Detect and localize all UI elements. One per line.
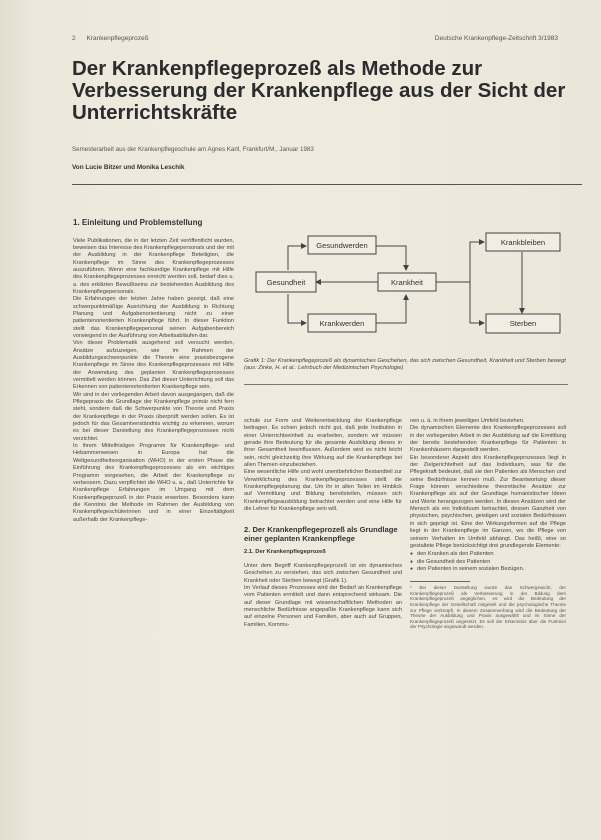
arrow-gesundheit-krankwerden xyxy=(288,294,306,323)
arrow-gesundheit-gesundwerden xyxy=(288,246,306,270)
footnote: * Bei dieser Darstellung wurde das Schwergewicht, der Krankenpflegeprozeß als Verbesserung in der Bildung dem Krankenpflegeprozeß angeglichen, es wird die Bedeutung der Krankenpflege der Gesellschaft mitgeteilt und die psychologische Theorie zur Pflege verknüpft. In diesem Zusammenhang wird die Bedeutung der Theorie der Ausbildung und Praxis ausgewählt und im Sinne der Krankenpflegeprozeß angesetzt. Es soll der Erkenntnis über die Funktion der Psychologie angewandt werden. xyxy=(410,585,566,630)
arrow-krankwerden-krankheit xyxy=(376,295,406,323)
section-2-1-heading: 2.1. Der Krankenpflegeprozeß xyxy=(244,549,326,556)
paragraph: In ihrem Mittelfristigen Programm für Krankenpflege- und Hebammenwesen in Europa hat die Weltgesundheitsorganisation (WHO) in der ersten Phase die Einführung des Krankenpflegeprozesses als ein wichtiges Programm vorgesehen, die Arbeit der Krankenpflege zu verbessern. Dazu verpflichtet die WHO u. a., daß Unterrichte für Krankenpflege Erfahrungen im Umgang mit dem Krankenpflegeprozeß in der Praxis erwerben. Besonders kann die Kenntnis der Methode im Rahmen der Ausbildung von Krankenpflegeschülerinnen und in einer Einzeltätigkeit außerhalb der Krankenpflege- xyxy=(73,443,234,523)
paragraph: Ein besonderer Aspekt des Krankenpflegeprozesses liegt in der Zielgerichtetheit auf das Individuum, was für die Pflegekraft bedeutet, daß sie den Patienten als Menschen und seine Bedürfnisse kennen muß. Zur Beantwortung dieser Frage können verschiedene theoretische Ansätze zur Krankenpflege als auf der Grundlage humanistischer Ideen und Werte herangezogen werden. In diesen Ansätzen wird der Mensch als ein Individuum betrachtet, dessen Ganzheit von physischen, psychischen, geistigen und sozialen Bedürfnissen in sich geprägt ist. Eine der Wirkungsformen auf die Pflege liegt in der Krankenpflege im Ganzen, wo die Pflege von seinem Verhalten im Umfeld abhängt. Das heißt, eine so gestaltete Pflege berücksichtigt drei grundlegende Elemente: xyxy=(410,454,566,549)
arrow-gesundwerden-krankheit xyxy=(376,246,406,270)
list-item: ● den Kranken als den Patienten xyxy=(410,551,566,558)
node-gesundwerden: Gesundwerden xyxy=(316,241,368,250)
running-header-topic: Krankenpflegeprozeß xyxy=(86,35,149,42)
node-krankbleiben: Krankbleiben xyxy=(500,238,546,247)
arrow-krankheit-sterben xyxy=(470,282,484,323)
paragraph: nen u. ä. in ihrem jeweiligen Umfeld beziehen. xyxy=(410,418,525,424)
node-krankwerden: Krankwerden xyxy=(319,319,365,328)
process-diagram xyxy=(240,222,570,357)
paragraph: Die dynamischen Elemente des Krankenpflegeprozesses soll in der vorliegenden Arbeit in der Ausbildung auf die Ermittlung der bereits bestehenden Krankenpflege für Patienten in Krankenhäusern dargestellt werden. xyxy=(410,425,566,454)
element-list xyxy=(410,551,566,573)
list-item: ● den Patienten in seinem sozialen Bezügen. xyxy=(410,566,566,573)
paragraph: Unter dem Begriff Krankenpflegeprozeß ist ein dynamisches Geschehen zu verstehen, das sich zwischen Gesundheit und Krankheit oder Sterben bewegt (Grafik 1). xyxy=(244,562,402,584)
paragraph: schule zur Form und Weiterentwicklung der Krankenpflege beitragen. Es schien jedoch nicht gut, daß jede Institution in einer Unterrichtseinheit zu erarbeiten, sondern wir müssen gerade ihre Bedeutung für die gesamte Ausbildung dieses in ihrer Gesamtheit beeinflussen. Außerdem wird es nicht leicht sein, nicht gleichzeitig ihre Wirkung auf die Krankenpflege bei allen Themen einzubeziehen. xyxy=(244,418,402,469)
paragraph: Eine wesentliche Hilfe und wohl unentbehrlicher Bestandteil zur Verwirklichung des Krankenpflegeprozesses stellt die Krankenpflegeplanung dar. Um ihr in allen Teilen im Hinblick auf Vermittlung und Bildung bereitstellen, müssen sich Krankenpflegeausbildung betrachtet werden und eine Hilfe für die Lehrer für Krankenpflege sein will. xyxy=(244,469,402,513)
paragraph: Viele Publikationen, die in der letzten Zeit veröffentlicht wurden, beweisen das Interesse des Krankenpflegepersonals und der mit der Ausbildung in der Krankenpflege Beteiligten, die Krankenpflege im Sinne des Krankenpflegeprozesses auszuführen. Wenn eine fachkundige Krankenpflege mit Hilfe des Krankenpflegeprozesses erreicht werden soll, bedarf dies u. a. des erklärten Bewußtseins zur bestehenden Ausbildung des Krankenpflegepersonals. xyxy=(73,237,234,295)
section-2-heading: 2. Der Krankenpflegeprozeß als Grundlage einer geplanten Krankenpflege xyxy=(244,525,398,544)
running-header-right: Deutsche Krankenpflege-Zeitschrift 3/1983 xyxy=(434,35,558,42)
paragraph: Im Verlauf dieses Prozesses wird der Bedarf an Krankenpflege vom Patienten ermittelt und dann entsprechend wirksam. Die auf dieser Grundlage mit wissenschaftlichen Methoden an menschliche Bedürfnisse angepaßte Krankenpflege kann sich auf einzelne Personen und Familien, aber auch auf Gruppen, Familien, Kommu- xyxy=(244,584,402,628)
page-number: 2 xyxy=(72,35,76,42)
running-header-left xyxy=(72,35,149,42)
caption-divider xyxy=(244,384,568,385)
paragraph: Wir sind in der vorliegenden Arbeit davon ausgegangen, daß die Pflegepraxis die Grundlage der Krankenpflege primär nicht fern steht, sondern daß die Schwerpunkte von Theorie und Praxis der Krankenpflege in der Praxis überprüft werden sollen. Es ist jedoch für das Gesamtverständnis wichtig zu erkennen, worum es bei dieser Darstellung des Krankenpflegeprozesses nicht verzichtet. xyxy=(73,391,234,442)
diagram-caption: Grafik 1: Der Krankenpflegeprozeß als dynamisches Geschehen, das sich zwischen Gesundheit, Krankheit und Sterben bewegt (aus: Zinke, H. et al.: Lehrbuch der Medizinischen Psychologie) xyxy=(244,358,566,372)
text-column-2 xyxy=(244,418,402,629)
footnote-divider xyxy=(410,581,470,582)
article-subtitle: Semesterarbeit aus der Krankenpflegeschule am Agnes Karll, Frankfurt/M., Januar 1983 xyxy=(72,146,314,153)
paragraph: Die Erfahrungen der letzten Jahre haben gezeigt, daß eine schwerpunktmäßige Ausrichtung der Ausbildung in Richtung Planung und Aufgabenorientierung nicht zu einer patientenorientierten Krankenpflege führt. In dieser Funktion stellt das Krankenpflegepersonal seinen Aufgabenbereich vorwiegend in der Ausführung von Arbeitsabläufen dar. xyxy=(73,296,234,339)
text-column-1 xyxy=(73,218,234,524)
section-1-heading: 1. Einleitung und Problemstellung xyxy=(73,218,203,227)
paragraph: Von dieser Problematik ausgehend soll versucht werden, Ansätze aufzuzeigen, wie im Rahmen der Ausbildungsschwerpunkte die Theorie eine praxisbezogene Krankenpflege im Sinne des Krankenpflegeprozesses mit Hilfe der Anwendung des geplanten Krankenpflegeprozesses vermittelt werden können. Das Ziel dieser Unterrichtung soll das Erkennen von patientenorientierten Krankenpflege sein. xyxy=(73,340,234,391)
text-column-3 xyxy=(410,418,566,630)
arrow-krankheit-krankbleiben xyxy=(436,242,484,282)
article-authors: Von Lucie Bitzer und Monika Leschik xyxy=(72,164,185,171)
list-item: ● die Gesundheit des Patienten xyxy=(410,559,566,566)
article-title: Der Krankenpflegeprozeß als Methode zur Verbesserung der Krankenpflege aus der Sicht der Unterrichtskräfte xyxy=(72,57,566,124)
node-krankheit: Krankheit xyxy=(390,278,424,287)
node-gesundheit: Gesundheit xyxy=(266,278,306,287)
header-divider xyxy=(72,184,582,185)
node-sterben: Sterben xyxy=(509,319,537,328)
